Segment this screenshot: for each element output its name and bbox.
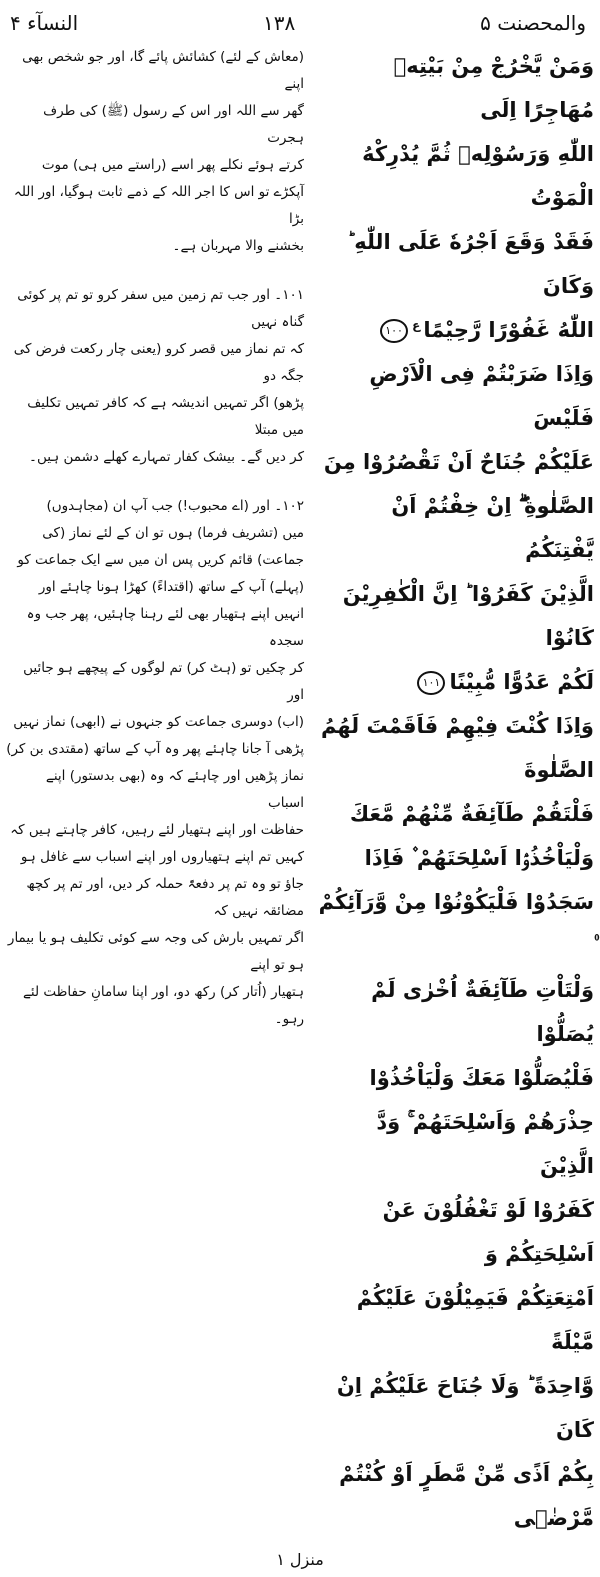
urdu-translation-line: میں (تشریف فرما) ہوں تو ان کے لئے نماز (کی [42, 525, 304, 541]
urdu-translation-line: کہ تم نماز میں قصر کرو (یعنی چار رکعت فرض کی جگہ دو [13, 341, 304, 384]
surah-name-header: النسآء ۴ [10, 11, 79, 35]
arabic-verse-line [318, 132, 594, 220]
urdu-translation-line: (پہلے) آپ کے ساتھ (اقتداءً) کھڑا ہونا چاہئے اور [38, 579, 304, 595]
manzil-footer: منزل ١ [276, 1550, 324, 1569]
arabic-verse-line [318, 1188, 594, 1276]
arabic-verse-line [318, 220, 594, 308]
arabic-line-text: وَلْيَاْخُذُوْۤا اَسْلِحَتَهُمْ ۫ فَاِذَا [364, 846, 594, 870]
urdu-translation-line: حفاظت اور اپنے ہتھیار لئے رہیں، کافر چاہتے ہیں کہ [10, 822, 304, 838]
urdu-translation-line: پڑھو) اگر تمہیں اندیشہ ہے کہ کافر تمہیں تکلیف میں مبتلا [27, 395, 304, 438]
arabic-line-text: سَجَدُوْا فَلْيَكُوْنُوْا مِنْ وَّرَآئِكُمْ [318, 890, 594, 914]
arabic-line-text: اَمْتِعَتِكُمْ فَيَمِيْلُوْنَ عَلَيْكُمْ مَّيْلَةً [356, 1286, 594, 1354]
arabic-line-text: وَاِذَا كُنْتَ فِيْهِمْ فَاَقَمْتَ لَهُمُ الصَّلٰوةَ [320, 714, 594, 782]
arabic-line-text: اللّٰهِ وَرَسُوْلِهٖ ثُمَّ يُدْرِكْهُ الْمَوْتُ [362, 142, 594, 210]
ruku-mark: ع [412, 318, 421, 332]
arabic-line-text: لَكُمْ عَدُوًّا مُّبِيْنًا [449, 670, 594, 694]
arabic-verse-line [318, 704, 594, 792]
arabic-line-text: كَفَرُوْا لَوْ تَغْفُلُوْنَ عَنْ اَسْلِحَتِكُمْ وَ [382, 1198, 594, 1266]
para-name-header: والمحصنت ۵ [480, 11, 586, 35]
page-number: ١٣٨ [263, 11, 296, 35]
urdu-translation-line: ١٠١۔ اور جب تم زمین میں سفر کرو تو تم پر کوئی گناہ نہیں [17, 287, 304, 330]
arabic-line-text: وَمَنْ يَّخْرُجْ مِنْ بَيْتِهٖ مُهَاجِرًا اِلَى [393, 54, 594, 122]
arabic-verse-line [318, 572, 594, 660]
urdu-translation-line: ١٠٢۔ اور (اے محبوب!) جب آپ ان (مجاہدوں) [46, 498, 304, 514]
urdu-translation-line: جاؤ تو وہ تم پر دفعۃً حملہ کر دیں، اور تم پر کچھ مضائقہ نہیں کہ [26, 876, 304, 919]
arabic-line-text: بِكُمْ اَذًى مِّنْ مَّطَرٍ اَوْ كُنْتُمْ مَّرْضٰۤى [339, 1462, 594, 1530]
urdu-translation-line: (اب) دوسری جماعت کو جنہوں نے (ابھی) نماز نہیں [13, 714, 304, 730]
urdu-translation-line: (معاش کے لئے) کشائش پائے گا، اور جو شخص بھی اپنے [22, 49, 304, 92]
arabic-verse-line [318, 440, 594, 484]
arabic-line-text: اللّٰهُ غَفُوْرًا رَّحِيْمًا [423, 318, 594, 342]
arabic-text-column [318, 44, 594, 1540]
urdu-translation-column [6, 44, 304, 1540]
urdu-translation-line: نماز پڑھیں اور چاہئے کہ وہ (بھی بدستور) اپنے اسباب [45, 768, 304, 811]
urdu-translation-line: کہیں تم اپنے ہتھیاروں اور اپنے اسباب سے غافل ہو [20, 849, 304, 865]
urdu-translation-line: کر چکیں تو (ہٹ کر) تم لوگوں کے پیچھے ہو جائیں اور [23, 660, 304, 703]
translation-paragraph [6, 282, 304, 471]
arabic-verse-line [318, 792, 594, 836]
arabic-verse-line [318, 836, 594, 880]
arabic-verse-line [318, 660, 594, 704]
urdu-translation-line: انہیں اپنے ہتھیار بھی لئے رہنا چاہئیں، پھر جب وہ سجدہ [26, 606, 304, 649]
arabic-verse-line [318, 1452, 594, 1540]
arabic-verse-line [318, 1100, 594, 1188]
arabic-line-text: حِذْرَهُمْ وَاَسْلِحَتَهُمْ ۚ وَدَّ الَّذِيْنَ [376, 1110, 594, 1178]
arabic-line-text: وَلْتَاْتِ طَآئِفَةٌ اُخْرٰى لَمْ يُصَلُّوْا [371, 978, 594, 1046]
urdu-translation-line: گھر سے اللہ اور اس کے رسول (ﷺ) کی طرف ہجرت [43, 103, 304, 146]
arabic-line-text: وَاِذَا ضَرَبْتُمْ فِى الْاَرْضِ فَلَيْسَ [369, 362, 594, 430]
urdu-translation-line: کرتے ہوئے نکلے پھر اسے (راستے میں ہی) موت [41, 157, 304, 173]
translation-paragraph [6, 44, 304, 260]
arabic-line-text: وَّاحِدَةً ؕ وَلَا جُنَاحَ عَلَيْكُمْ اِنْ كَانَ [336, 1374, 594, 1442]
arabic-verse-line [318, 1056, 594, 1100]
arabic-verse-line [318, 880, 594, 968]
translation-paragraph [6, 493, 304, 1033]
urdu-translation-line: کر دیں گے۔ بیشک کفار تمہارے کھلے دشمن ہیں۔ [29, 449, 304, 465]
arabic-verse-line [318, 1364, 594, 1452]
arabic-verse-line [318, 352, 594, 440]
arabic-line-text: فَقَدْ وَقَعَ اَجْرُهٗ عَلَى اللّٰهِ ؕ وَكَانَ [346, 230, 594, 298]
ayah-number-marker: ١٠٠ [380, 319, 408, 343]
page-header [0, 0, 600, 40]
urdu-translation-line: جماعت) قائم کریں پس ان میں سے ایک جماعت کو [17, 552, 304, 568]
arabic-verse-line [318, 968, 594, 1056]
arabic-verse-line [318, 484, 594, 572]
arabic-verse-line [318, 44, 594, 132]
arabic-line-text: الَّذِيْنَ كَفَرُوْا ؕ اِنَّ الْكٰفِرِيْنَ كَانُوْا [342, 582, 594, 650]
arabic-line-text: فَلْيُصَلُّوْا مَعَكَ وَلْيَاْخُذُوْا [369, 1066, 594, 1090]
urdu-translation-line: ہتھیار (اُتار کر) رکھ دو، اور اپنا سامانِ حفاظت لئے رہو۔ [22, 984, 304, 1027]
urdu-translation-line: اگر تمہیں بارش کی وجہ سے کوئی تکلیف ہو یا بیمار ہو تو اپنے [7, 930, 304, 973]
arabic-line-text: عَلَيْكُمْ جُنَاحٌ اَنْ تَقْصُرُوْا مِنَ [323, 450, 594, 474]
urdu-translation-line: پڑھی آ جانا چاہئے پھر وہ آپ کے ساتھ (مقتدی بن کر) [6, 741, 304, 757]
arabic-verse-line [318, 1276, 594, 1364]
page-body [0, 40, 600, 1540]
arabic-verse-line [318, 308, 594, 352]
arabic-line-text: فَلْتَقُمْ طَآئِفَةٌ مِّنْهُمْ مَّعَكَ [349, 802, 594, 826]
ayah-number-marker: ١٠١ [417, 671, 445, 695]
urdu-translation-line: بخشنے والا مہربان ہے۔ [172, 238, 304, 254]
urdu-translation-line: آپکڑے تو اس کا اجر اللہ کے ذمے ثابت ہوگیا، اور اللہ بڑا [13, 184, 304, 227]
arabic-line-text: الصَّلٰوةِ ۖۗ اِنْ خِفْتُمْ اَنْ يَّفْتِنَكُمُ [391, 494, 594, 562]
